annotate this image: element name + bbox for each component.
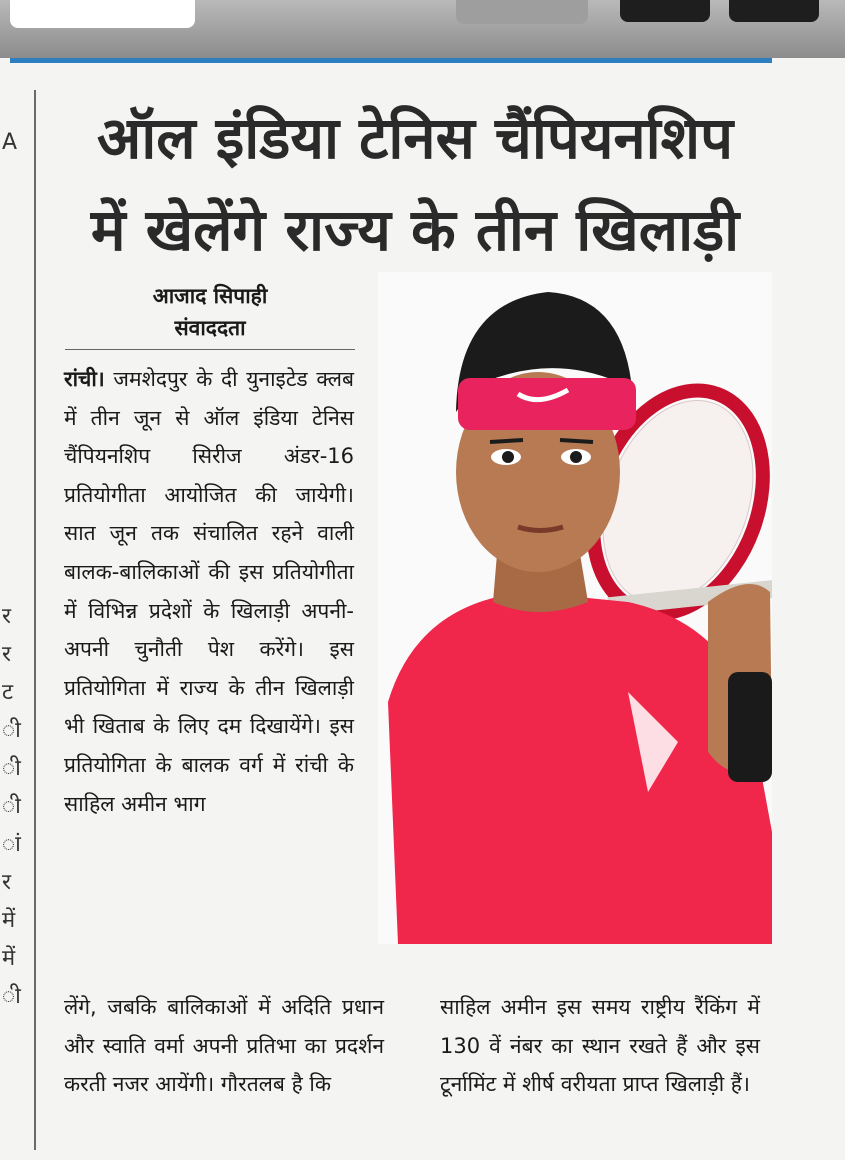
- article-text-upper: जमशेदपुर के दी युनाइटेड क्लब में तीन जून से ऑल इंडिया टेनिस चैंपियनशिप सिरीज अंडर-16 प्रतियोगीता आयोजित की जायेगी। सात जून तक संचालित रहने वाली बालक-बालिकाओं की इस प्रतियोगीता में विभिन्न प्रदेशों के खिलाड़ी अपनी-अपनी चुनौती पेश करेंगे। इस प्रतियोगिता में राज्य के तीन खिलाड़ी भी खिताब के लिए दम दिखायेंगे। इस प्रतियोगिता के बालक वर्ग में रांची के साहिल अमीन भाग: [64, 367, 354, 816]
- toolbar-button[interactable]: [456, 0, 588, 24]
- player-photo: [378, 272, 772, 944]
- edge-fragment-char: ां: [2, 832, 21, 857]
- byline-name: आजाद सिपाही: [152, 284, 268, 308]
- article-body-right: साहिल अमीन इस समय राष्ट्रीय रैंकिंग में 130 वें नंबर का स्थान रखते हैं और इस टूर्नामिंट में शीर्ष वरीयता प्राप्त खिलाड़ी हैं।: [440, 995, 760, 1097]
- byline: [65, 280, 355, 344]
- edge-fragment-char: ी: [2, 718, 21, 743]
- edge-fragment: A: [2, 130, 18, 155]
- accent-line: [10, 58, 772, 63]
- edge-fragment-char: र: [2, 870, 11, 895]
- headline: [50, 92, 780, 276]
- wristband: [728, 672, 772, 782]
- edge-fragment-char: में: [2, 946, 16, 971]
- edge-fragment-char: ी: [2, 756, 21, 781]
- toolbar-dark-button-2[interactable]: [729, 0, 819, 22]
- edge-fragment-char: ी: [2, 984, 21, 1009]
- browser-toolbar: [0, 0, 845, 58]
- edge-fragment-char: र: [2, 604, 11, 629]
- headline-line-2: में खेलेंगे राज्य के तीन खिलाड़ी: [90, 196, 740, 264]
- headband: [458, 378, 636, 430]
- byline-divider: [65, 349, 355, 350]
- headline-line-1: ऑल इंडिया टेनिस चैंपियनशिप: [96, 104, 734, 172]
- dateline: रांची।: [64, 367, 105, 391]
- byline-role: संवाददता: [174, 316, 246, 340]
- edge-fragment-char: ी: [2, 794, 21, 819]
- column-divider: [34, 90, 36, 1150]
- edge-fragment-char: र: [2, 642, 11, 667]
- edge-fragment-char: ट: [2, 680, 14, 705]
- toolbar-dark-button[interactable]: [620, 0, 710, 22]
- article-body-lower: लेंगे, जबकि बालिकाओं में अदिति प्रधान और स्वाति वर्मा अपनी प्रतिभा का प्रदर्शन करती नजर आयेंगी। गौरतलब है कि: [64, 995, 384, 1097]
- search-field[interactable]: [10, 0, 195, 28]
- article-body-upper: [64, 360, 354, 823]
- edge-fragment-char: में: [2, 908, 16, 933]
